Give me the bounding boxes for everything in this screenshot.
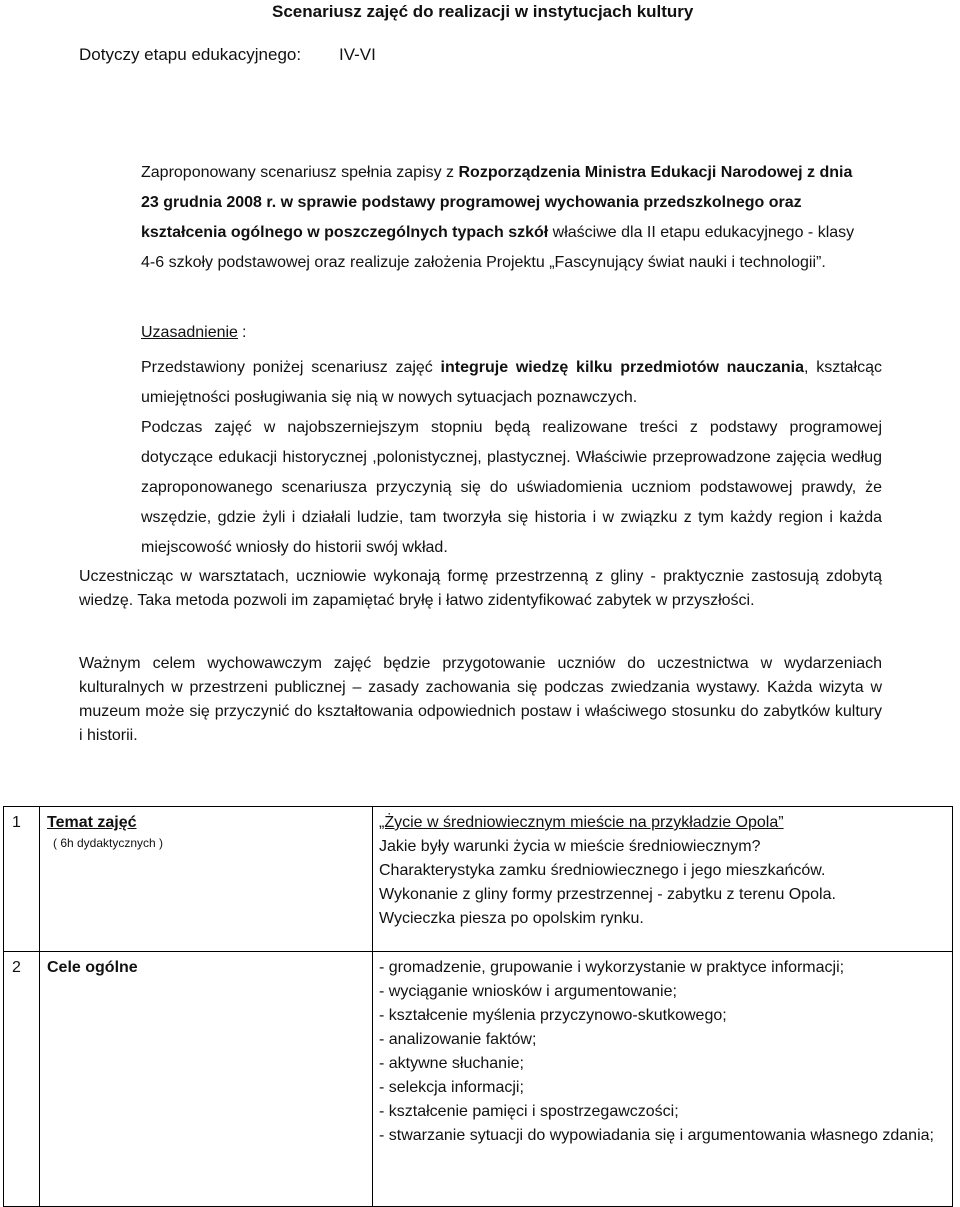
goal-item: - gromadzenie, grupowanie i wykorzystanie w praktyce informacji;: [379, 959, 845, 976]
justification-heading-text: Uzasadnienie: [141, 324, 238, 341]
justification-heading-colon: :: [242, 324, 247, 341]
intro-text-start: Zaproponowany scenariusz spełnia zapisy z: [141, 164, 459, 181]
goal-item: - kształcenie pamięci i spostrzegawczości;: [379, 1103, 679, 1120]
goal-item: - kształcenie myślenia przyczynowo-skutkowego;: [379, 1007, 727, 1024]
table-row: [4, 952, 953, 1207]
goal-item: - stwarzanie sytuacji do wypowiadania się i argumentowania własnego zdania;: [379, 1127, 934, 1144]
topic-hours: ( 6h dydaktycznych ): [53, 836, 164, 850]
table-row: [4, 807, 953, 952]
goal-item: - wyciąganie wniosków i argumentowanie;: [379, 983, 677, 1000]
intro-paragraph: [141, 158, 871, 278]
justification-body: [141, 353, 882, 563]
intro-text-end: właściwe dla II etapu edukacyjnego - klasy 4-6 szkoły podstawowej oraz realizuje założenia Projektu „Fascynujący świat nauki i technologii”.: [141, 224, 855, 271]
justification-text: Przedstawiony poniżej scenariusz zajęć: [141, 359, 441, 376]
topic-line: Wycieczka piesza po opolskim rynku.: [379, 910, 644, 927]
topic-content-cell: [373, 807, 953, 952]
workshop-paragraph: Uczestnicząc w warsztatach, uczniowie wykonają formę przestrzenną z gliny - praktycznie zastosują zdobytą wiedzę. Taka metoda pozwoli im zapamiętać bryłę i łatwo zidentyfikować zabytek w przyszłości.: [79, 568, 882, 609]
education-stage-value: IV-VI: [339, 45, 376, 64]
justification-emphasis: integruje wiedzę kilku przedmiotów nauczania: [440, 359, 805, 376]
topic-line: Jakie były warunki życia w mieście średniowiecznym?: [379, 838, 761, 855]
row-number: 1: [4, 807, 40, 952]
justification-sentence-2: Podczas zajęć w najobszerniejszym stopniu będą realizowane treści z podstawy programowej dotyczące edukacji historycznej ,polonistycznej, plastycznej. Właściwie przeprowadzone zajęcia według zaproponowanego scenariusza przyczynią się do uświadomienia uczniom podstawowej prawdy, że wszędzie, gdzie żyli i działali ludzie, tam tworzyła się historia i w związku z tym każdy region i każda miejscowość wniosły do historii swój wkład.: [141, 419, 882, 556]
row-number: 2: [4, 952, 40, 1207]
intro-regulation-reference: Rozporządzenia Ministra Edukacji Narodowej z dnia 23 grudnia 2008 r. w sprawie podstawy programowej wychowania przedszkolnego oraz kształcenia ogólnego w poszczególnych typach szkół: [141, 164, 853, 241]
goal-item: - aktywne słuchanie;: [379, 1055, 524, 1072]
topic-line: Wykonanie z gliny formy przestrzennej - zabytku z terenu Opola.: [379, 886, 836, 903]
goal-item: - analizowanie faktów;: [379, 1031, 537, 1048]
education-stage-label: Dotyczy etapu edukacyjnego:: [79, 45, 302, 64]
lesson-table: [3, 806, 953, 1207]
goal-item: - selekcja informacji;: [379, 1079, 524, 1096]
justification-text: , kształcąc umiejętności posługiwania się nią w nowych sytuacjach poznawczych.: [141, 359, 883, 406]
educational-goal-paragraph: Ważnym celem wychowawczym zajęć będzie przygotowanie uczniów do uczestnictwa w wydarzeniach kulturalnych w przestrzeni publicznej – zasady zachowania się podczas zwiedzania wystawy. Każda wizyta w muzeum może się przyczynić do kształtowania odpowiednich postaw i właściwego stosunku do zabytków kultury i historii.: [79, 655, 882, 744]
topic-line: Charakterystyka zamku średniowiecznego i jego mieszkańców.: [379, 862, 826, 879]
row-label-cell: [40, 807, 373, 952]
topic-label: Temat zajęć: [47, 814, 137, 831]
row-label-cell: [40, 952, 373, 1207]
goals-label: Cele ogólne: [47, 959, 138, 976]
goals-content-cell: [373, 952, 953, 1207]
document-title: Scenariusz zajęć do realizacji w instytucjach kultury: [272, 2, 694, 21]
justification-sentence-1: [141, 353, 882, 413]
topic-title: „Życie w średniowiecznym mieście na przykładzie Opola”: [379, 814, 784, 831]
